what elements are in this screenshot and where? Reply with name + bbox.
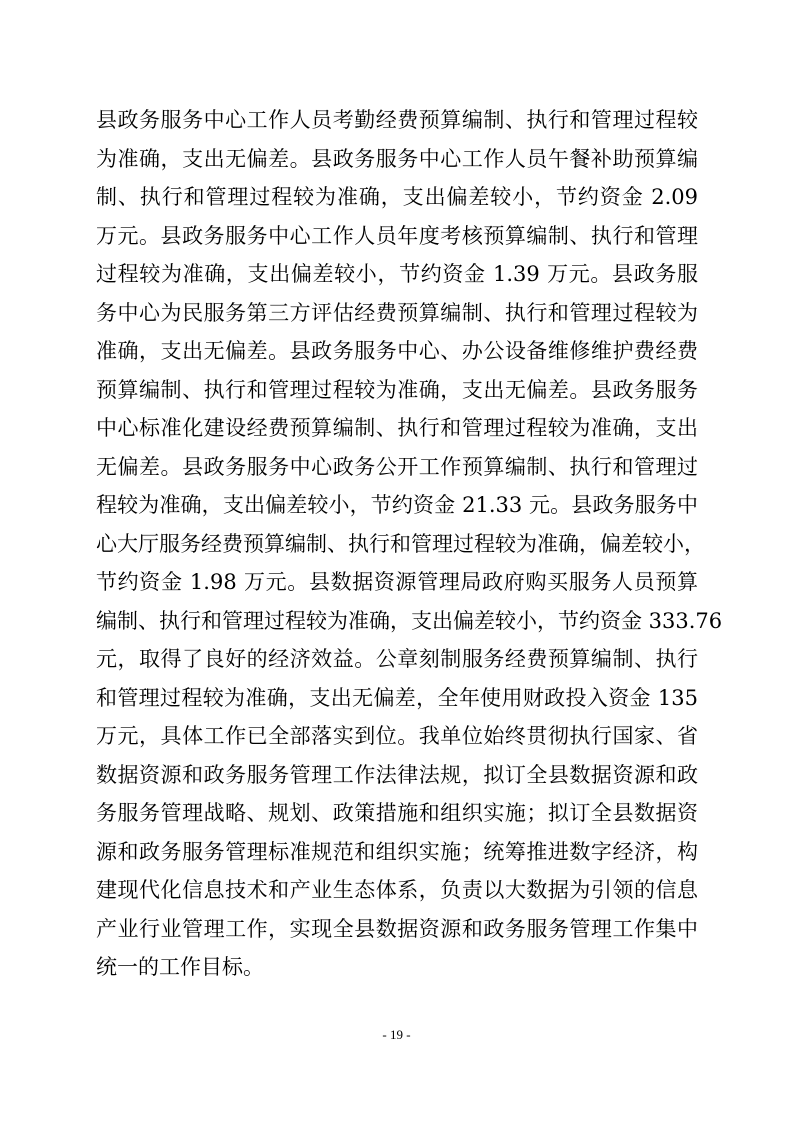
text-line: 县政务服务中心工作人员考勤经费预算编制、执行和管理过程较: [96, 108, 698, 132]
text-line: 统一的工作目标。: [96, 955, 264, 979]
text-line: 万元，具体工作已全部落实到位。我单位始终贯彻执行国家、省: [96, 724, 698, 748]
text-line: 程较为准确，支出偏差较小，节约资金 21.33 元。县政务服务中: [96, 493, 698, 517]
body-paragraph: [96, 101, 723, 987]
text-line: 编制、执行和管理过程较为准确，支出偏差较小，节约资金 333.76: [96, 608, 723, 633]
text-line: 无偏差。县政务服务中心政务公开工作预算编制、执行和管理过: [96, 454, 698, 479]
page-number: - 19 -: [382, 1027, 411, 1042]
text-line: 数据资源和政务服务管理工作法律法规，拟订全县数据资源和政: [96, 762, 698, 787]
text-line: 预算编制、执行和管理过程较为准确，支出无偏差。县政务服务: [96, 377, 698, 402]
text-line: 产业行业管理工作，实现全县数据资源和政务服务管理工作集中: [96, 916, 698, 941]
text-line: 过程较为准确，支出偏差较小，节约资金 1.39 万元。县政务服: [96, 262, 698, 286]
text-line: 节约资金 1.98 万元。县数据资源管理局政府购买服务人员预算: [96, 570, 698, 594]
text-line: 源和政务服务管理标准规范和组织实施；统筹推进数字经济，构: [96, 839, 698, 864]
text-line: 制、执行和管理过程较为准确，支出偏差较小，节约资金 2.09: [96, 185, 698, 209]
text-line: 务中心为民服务第三方评估经费预算编制、执行和管理过程较为: [96, 300, 698, 325]
text-line: 和管理过程较为准确，支出无偏差，全年使用财政投入资金 135: [96, 685, 698, 710]
text-line: 为准确，支出无偏差。县政务服务中心工作人员午餐补助预算编: [96, 146, 698, 171]
text-line: 心大厅服务经费预算编制、执行和管理过程较为准确，偏差较小，: [96, 531, 705, 556]
text-line: 中心标准化建设经费预算编制、执行和管理过程较为准确，支出: [96, 416, 698, 440]
text-line: 建现代化信息技术和产业生态体系，负责以大数据为引领的信息: [96, 878, 698, 902]
text-line: 万元。县政务服务中心工作人员年度考核预算编制、执行和管理: [96, 223, 698, 248]
text-line: 元，取得了良好的经济效益。公章刻制服务经费预算编制、执行: [96, 647, 698, 671]
text-line: 务服务管理战略、规划、政策措施和组织实施；拟订全县数据资: [96, 801, 698, 825]
text-line: 准确，支出无偏差。县政务服务中心、办公设备维修维护费经费: [96, 339, 698, 363]
